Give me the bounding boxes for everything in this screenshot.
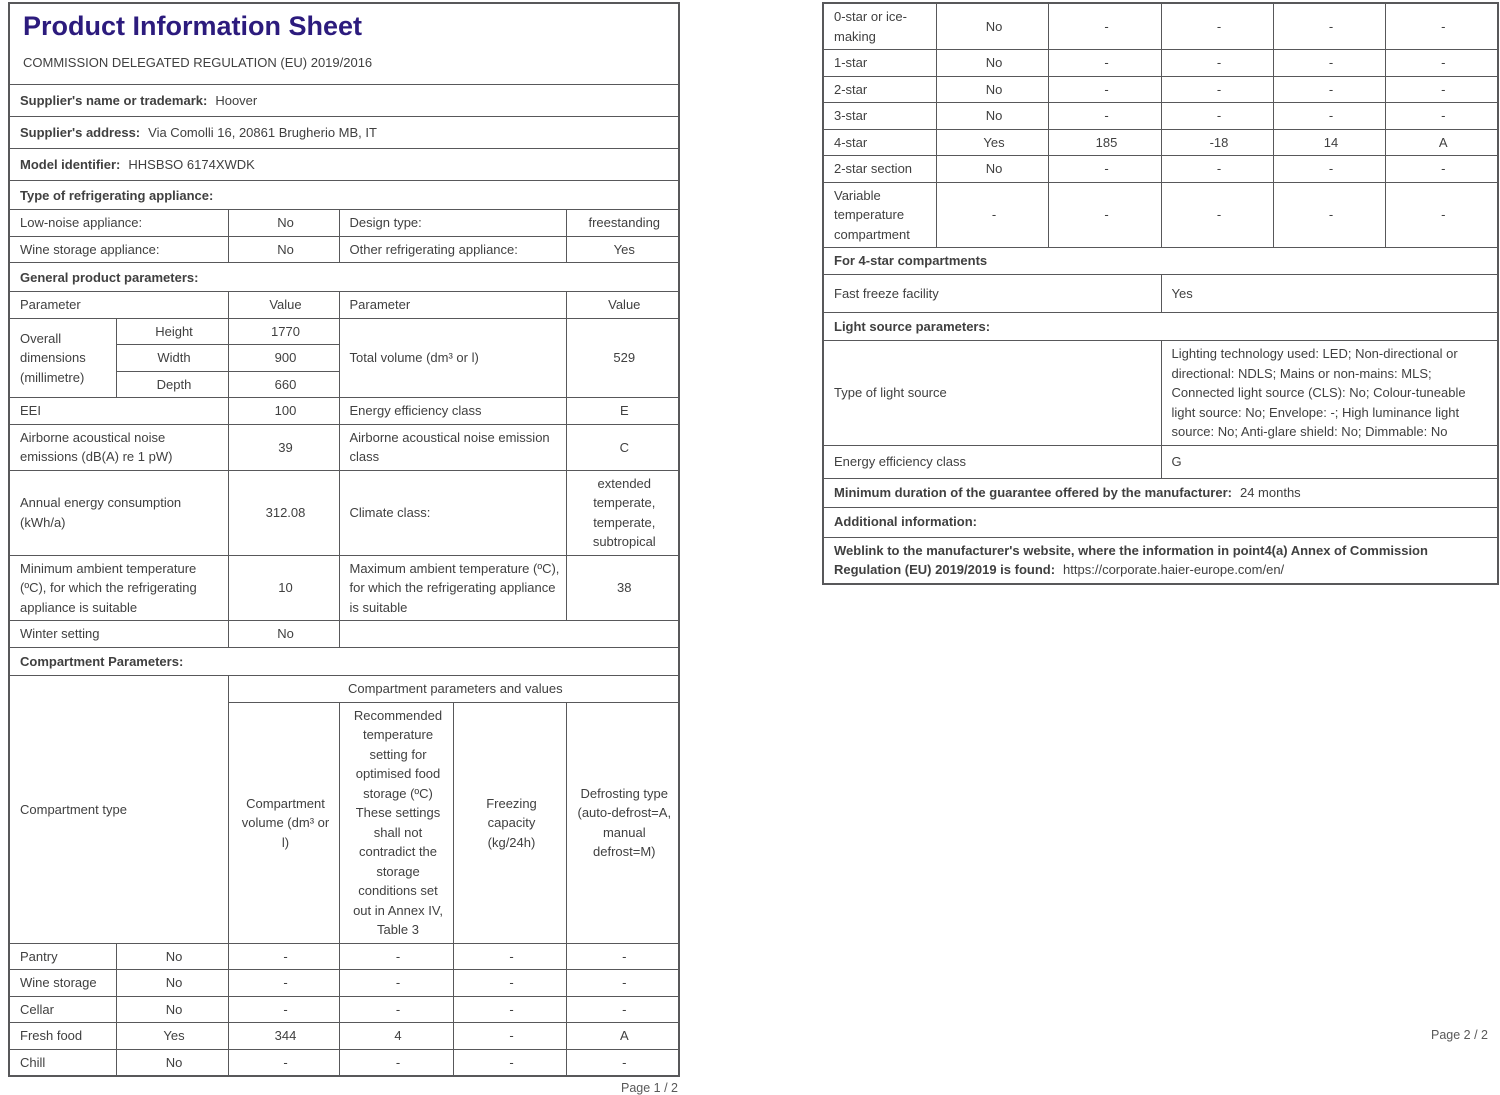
table-cell: No	[228, 210, 339, 237]
table-cell: Parameter	[339, 292, 566, 319]
table-cell: No	[936, 103, 1048, 130]
table-cell: -	[1161, 156, 1273, 183]
table-cell: Parameter	[9, 292, 228, 319]
fast-freeze-row	[823, 275, 1498, 313]
appliance-type-row	[9, 210, 679, 237]
compartment-header-section	[9, 675, 679, 943]
table-cell: Design type:	[339, 210, 566, 237]
four-star-heading: For 4-star compartments	[823, 248, 1498, 275]
four-star-section	[823, 248, 1498, 584]
table-cell: 0-star or ice-making	[823, 3, 936, 50]
table-cell: Airborne acoustical noise emission class	[339, 424, 566, 470]
table-cell: Minimum ambient temperature (ºC), for which the refrigerating appliance is suitable	[9, 555, 228, 621]
supplier-address-value: Via Comolli 16, 20861 Brugherio MB, IT	[148, 125, 377, 140]
compartment-heading: Compartment Parameters:	[9, 647, 679, 675]
star-compartment-row	[823, 103, 1498, 130]
param-header-row	[9, 292, 679, 319]
table-cell: -	[453, 1049, 566, 1076]
table-cell: -	[339, 1049, 453, 1076]
table-cell: No	[116, 1049, 228, 1076]
weblink-url[interactable]: https://corporate.haier-europe.com/en/	[1063, 562, 1285, 577]
table-cell: -	[228, 970, 339, 997]
appliance-type-rows	[9, 210, 679, 263]
compartment-rows	[9, 943, 679, 1076]
supplier-name-row	[9, 85, 679, 117]
table-cell: freestanding	[566, 210, 679, 237]
dimension-name: Height	[116, 318, 228, 345]
dimension-name: Width	[116, 345, 228, 372]
winter-section	[9, 621, 679, 676]
compartment-row	[9, 1023, 679, 1050]
title-row	[9, 3, 679, 85]
table-cell: No	[936, 156, 1048, 183]
table-cell: Wine storage appliance:	[9, 236, 228, 263]
table-cell: -	[339, 996, 453, 1023]
table-cell: 344	[228, 1023, 339, 1050]
four-star-heading-row	[823, 248, 1498, 275]
table-cell: Fresh food	[9, 1023, 116, 1050]
table-cell: -	[1385, 182, 1498, 248]
table-cell: Chill	[9, 1049, 116, 1076]
table-cell: Value	[228, 292, 339, 319]
table-cell: -	[1161, 50, 1273, 77]
table-cell: -	[228, 943, 339, 970]
star-compartment-row	[823, 50, 1498, 77]
table-cell: Other refrigerating appliance:	[339, 236, 566, 263]
table-cell: Value	[566, 292, 679, 319]
table-cell: Wine storage	[9, 970, 116, 997]
star-compartment-row	[823, 129, 1498, 156]
weblink-label: Weblink to the manufacturer's website, where the information in point4(a) Annex of Commission Regulation (EU) 2019/2019 is found:	[834, 542, 1428, 577]
fast-freeze-value: Yes	[1161, 275, 1498, 313]
general-param-rows	[9, 398, 679, 621]
table-cell: -	[1161, 3, 1273, 50]
table-cell: -	[1161, 182, 1273, 248]
table-cell: 10	[228, 555, 339, 621]
page2-footer: Page 2 / 2	[1431, 1028, 1488, 1042]
light-source-label: Type of light source	[823, 341, 1161, 446]
guarantee-label: Minimum duration of the guarantee offered by the manufacturer:	[834, 484, 1232, 500]
general-heading: General product parameters:	[9, 263, 679, 292]
model-identifier-value: HHSBSO 6174XWDK	[128, 157, 255, 172]
table-cell: -	[1273, 182, 1385, 248]
general-heading-row	[9, 263, 679, 292]
dimensions-label: Overall dimensions (millimetre)	[9, 318, 116, 398]
table-cell: -	[453, 943, 566, 970]
table-cell: -	[1385, 3, 1498, 50]
light-heading-row	[823, 313, 1498, 341]
winter-setting-row	[9, 621, 679, 648]
energy-class-row	[823, 445, 1498, 478]
supplier-address-cell	[9, 117, 679, 149]
model-identifier-label: Model identifier:	[20, 157, 121, 172]
weblink-row	[823, 537, 1498, 584]
table-cell: -	[1385, 103, 1498, 130]
energy-class-value: G	[1161, 445, 1498, 478]
table-cell: Variable temperature compartment	[823, 182, 936, 248]
table-cell: 185	[1048, 129, 1161, 156]
table-cell: 100	[228, 398, 339, 425]
table-cell: C	[566, 424, 679, 470]
compartment-type-header: Compartment type	[9, 675, 228, 943]
table-cell: -18	[1161, 129, 1273, 156]
guarantee-cell	[823, 478, 1498, 507]
table-cell: No	[116, 943, 228, 970]
page-2	[822, 2, 1497, 585]
page-1	[8, 2, 678, 1095]
dimension-name: Depth	[116, 371, 228, 398]
dimension-value: 660	[228, 371, 339, 398]
product-info-table-page2	[822, 2, 1499, 585]
star-compartment-row	[823, 156, 1498, 183]
compartment-row	[9, 1049, 679, 1076]
compartment-row	[9, 970, 679, 997]
table-cell: 3-star	[823, 103, 936, 130]
header-section	[9, 3, 679, 210]
total-volume-value: 529	[566, 318, 679, 398]
compartment-row	[9, 943, 679, 970]
table-cell: No	[228, 236, 339, 263]
compartment-heading-row	[9, 647, 679, 675]
table-cell: -	[1048, 3, 1161, 50]
type-heading: Type of refrigerating appliance:	[9, 181, 679, 210]
table-cell: -	[339, 943, 453, 970]
table-cell: -	[1273, 50, 1385, 77]
table-cell: 38	[566, 555, 679, 621]
table-cell: Pantry	[9, 943, 116, 970]
table-cell: -	[1048, 103, 1161, 130]
table-cell: 2-star	[823, 76, 936, 103]
dimension-value: 1770	[228, 318, 339, 345]
general-param-row	[9, 555, 679, 621]
table-cell: EEI	[9, 398, 228, 425]
table-cell: -	[1273, 76, 1385, 103]
guarantee-row	[823, 478, 1498, 507]
table-cell: No	[936, 76, 1048, 103]
table-cell: -	[1273, 103, 1385, 130]
additional-heading-row	[823, 507, 1498, 537]
table-cell: -	[339, 970, 453, 997]
compartment-row	[9, 996, 679, 1023]
table-cell: Cellar	[9, 996, 116, 1023]
table-cell: No	[936, 3, 1048, 50]
additional-heading: Additional information:	[823, 507, 1498, 537]
table-cell: 312.08	[228, 470, 339, 555]
energy-class-label: Energy efficiency class	[823, 445, 1161, 478]
model-identifier-row	[9, 149, 679, 181]
dimensions-section	[9, 318, 679, 398]
table-cell: -	[453, 970, 566, 997]
table-cell: -	[1048, 182, 1161, 248]
table-cell: 4	[339, 1023, 453, 1050]
table-cell: -	[453, 996, 566, 1023]
empty-cell	[339, 621, 679, 648]
compartment-group-header-row	[9, 675, 679, 702]
supplier-address-label: Supplier's address:	[20, 125, 141, 140]
table-cell: -	[228, 996, 339, 1023]
table-cell: -	[1385, 50, 1498, 77]
general-section	[9, 263, 679, 292]
supplier-name-value: Hoover	[215, 93, 258, 108]
compartment-volume-header: Compartment volume (dm³ or l)	[228, 702, 339, 943]
table-cell: -	[1048, 50, 1161, 77]
dimension-row-height	[9, 318, 679, 345]
type-heading-row	[9, 181, 679, 210]
table-cell: -	[1161, 103, 1273, 130]
table-cell: extended temperate, temperate, subtropical	[566, 470, 679, 555]
table-cell: A	[566, 1023, 679, 1050]
table-cell: -	[1273, 156, 1385, 183]
product-info-table-page1	[8, 2, 680, 1077]
star-compartment-row	[823, 182, 1498, 248]
general-param-row	[9, 470, 679, 555]
table-cell: 2-star section	[823, 156, 936, 183]
table-cell: -	[936, 182, 1048, 248]
table-cell: -	[228, 1049, 339, 1076]
supplier-name-label: Supplier's name or trademark:	[20, 93, 208, 108]
table-cell: No	[116, 996, 228, 1023]
table-cell: No	[936, 50, 1048, 77]
table-cell: -	[566, 943, 679, 970]
param-header-section	[9, 292, 679, 319]
table-cell: Low-noise appliance:	[9, 210, 228, 237]
page1-footer: Page 1 / 2	[621, 1081, 678, 1095]
table-cell: -	[566, 970, 679, 997]
light-source-row	[823, 341, 1498, 446]
table-cell: -	[1048, 156, 1161, 183]
table-cell: -	[566, 1049, 679, 1076]
title-cell	[9, 3, 679, 85]
weblink-cell	[823, 537, 1498, 584]
table-cell: Yes	[936, 129, 1048, 156]
winter-setting-label: Winter setting	[9, 621, 228, 648]
table-cell: -	[453, 1023, 566, 1050]
guarantee-value: 24 months	[1239, 484, 1301, 500]
table-cell: Annual energy consumption (kWh/a)	[9, 470, 228, 555]
page-title: Product Information Sheet	[23, 11, 363, 41]
table-cell: 1-star	[823, 50, 936, 77]
table-cell: Energy efficiency class	[339, 398, 566, 425]
table-cell: 14	[1273, 129, 1385, 156]
table-cell: 39	[228, 424, 339, 470]
model-identifier-cell	[9, 149, 679, 181]
regulation-subtitle: COMMISSION DELEGATED REGULATION (EU) 2019/2016	[23, 54, 373, 70]
light-heading: Light source parameters:	[823, 313, 1498, 341]
table-cell: Maximum ambient temperature (ºC), for which the refrigerating appliance is suitable	[339, 555, 566, 621]
freezing-capacity-header: Freezing capacity (kg/24h)	[453, 702, 566, 943]
table-cell: Yes	[116, 1023, 228, 1050]
fast-freeze-label: Fast freeze facility	[823, 275, 1161, 313]
compartment-group-header: Compartment parameters and values	[228, 675, 679, 702]
supplier-address-row	[9, 117, 679, 149]
star-compartment-rows	[823, 3, 1498, 248]
table-cell: Yes	[566, 236, 679, 263]
total-volume-label: Total volume (dm³ or l)	[339, 318, 566, 398]
table-cell: 4-star	[823, 129, 936, 156]
table-cell: Airborne acoustical noise emissions (dB(A) re 1 pW)	[9, 424, 228, 470]
table-cell: No	[116, 970, 228, 997]
star-compartment-row	[823, 3, 1498, 50]
table-cell: -	[1048, 76, 1161, 103]
table-cell: Climate class:	[339, 470, 566, 555]
table-cell: -	[566, 996, 679, 1023]
table-cell: -	[1273, 3, 1385, 50]
star-compartment-row	[823, 76, 1498, 103]
table-cell: -	[1385, 76, 1498, 103]
table-cell: A	[1385, 129, 1498, 156]
dimension-value: 900	[228, 345, 339, 372]
general-param-row	[9, 398, 679, 425]
table-cell: -	[1161, 76, 1273, 103]
table-cell: E	[566, 398, 679, 425]
recommended-temperature-header: Recommended temperature setting for optimised food storage (ºC) These settings shall not contradict the storage conditions set out in Annex IV, Table 3	[339, 702, 453, 943]
light-source-value: Lighting technology used: LED; Non-directional or directional: NDLS; Mains or non-mains: MLS; Connected light source (CLS): No; Colour-tuneable light source: No; Envelope: -; High luminance light source: No; Anti-glare shield: No; Dimmable: No	[1161, 341, 1498, 446]
general-param-row	[9, 424, 679, 470]
defrosting-type-header: Defrosting type (auto-defrost=A, manual defrost=M)	[566, 702, 679, 943]
winter-setting-value: No	[228, 621, 339, 648]
table-cell: -	[1385, 156, 1498, 183]
appliance-type-row	[9, 236, 679, 263]
supplier-name-cell	[9, 85, 679, 117]
